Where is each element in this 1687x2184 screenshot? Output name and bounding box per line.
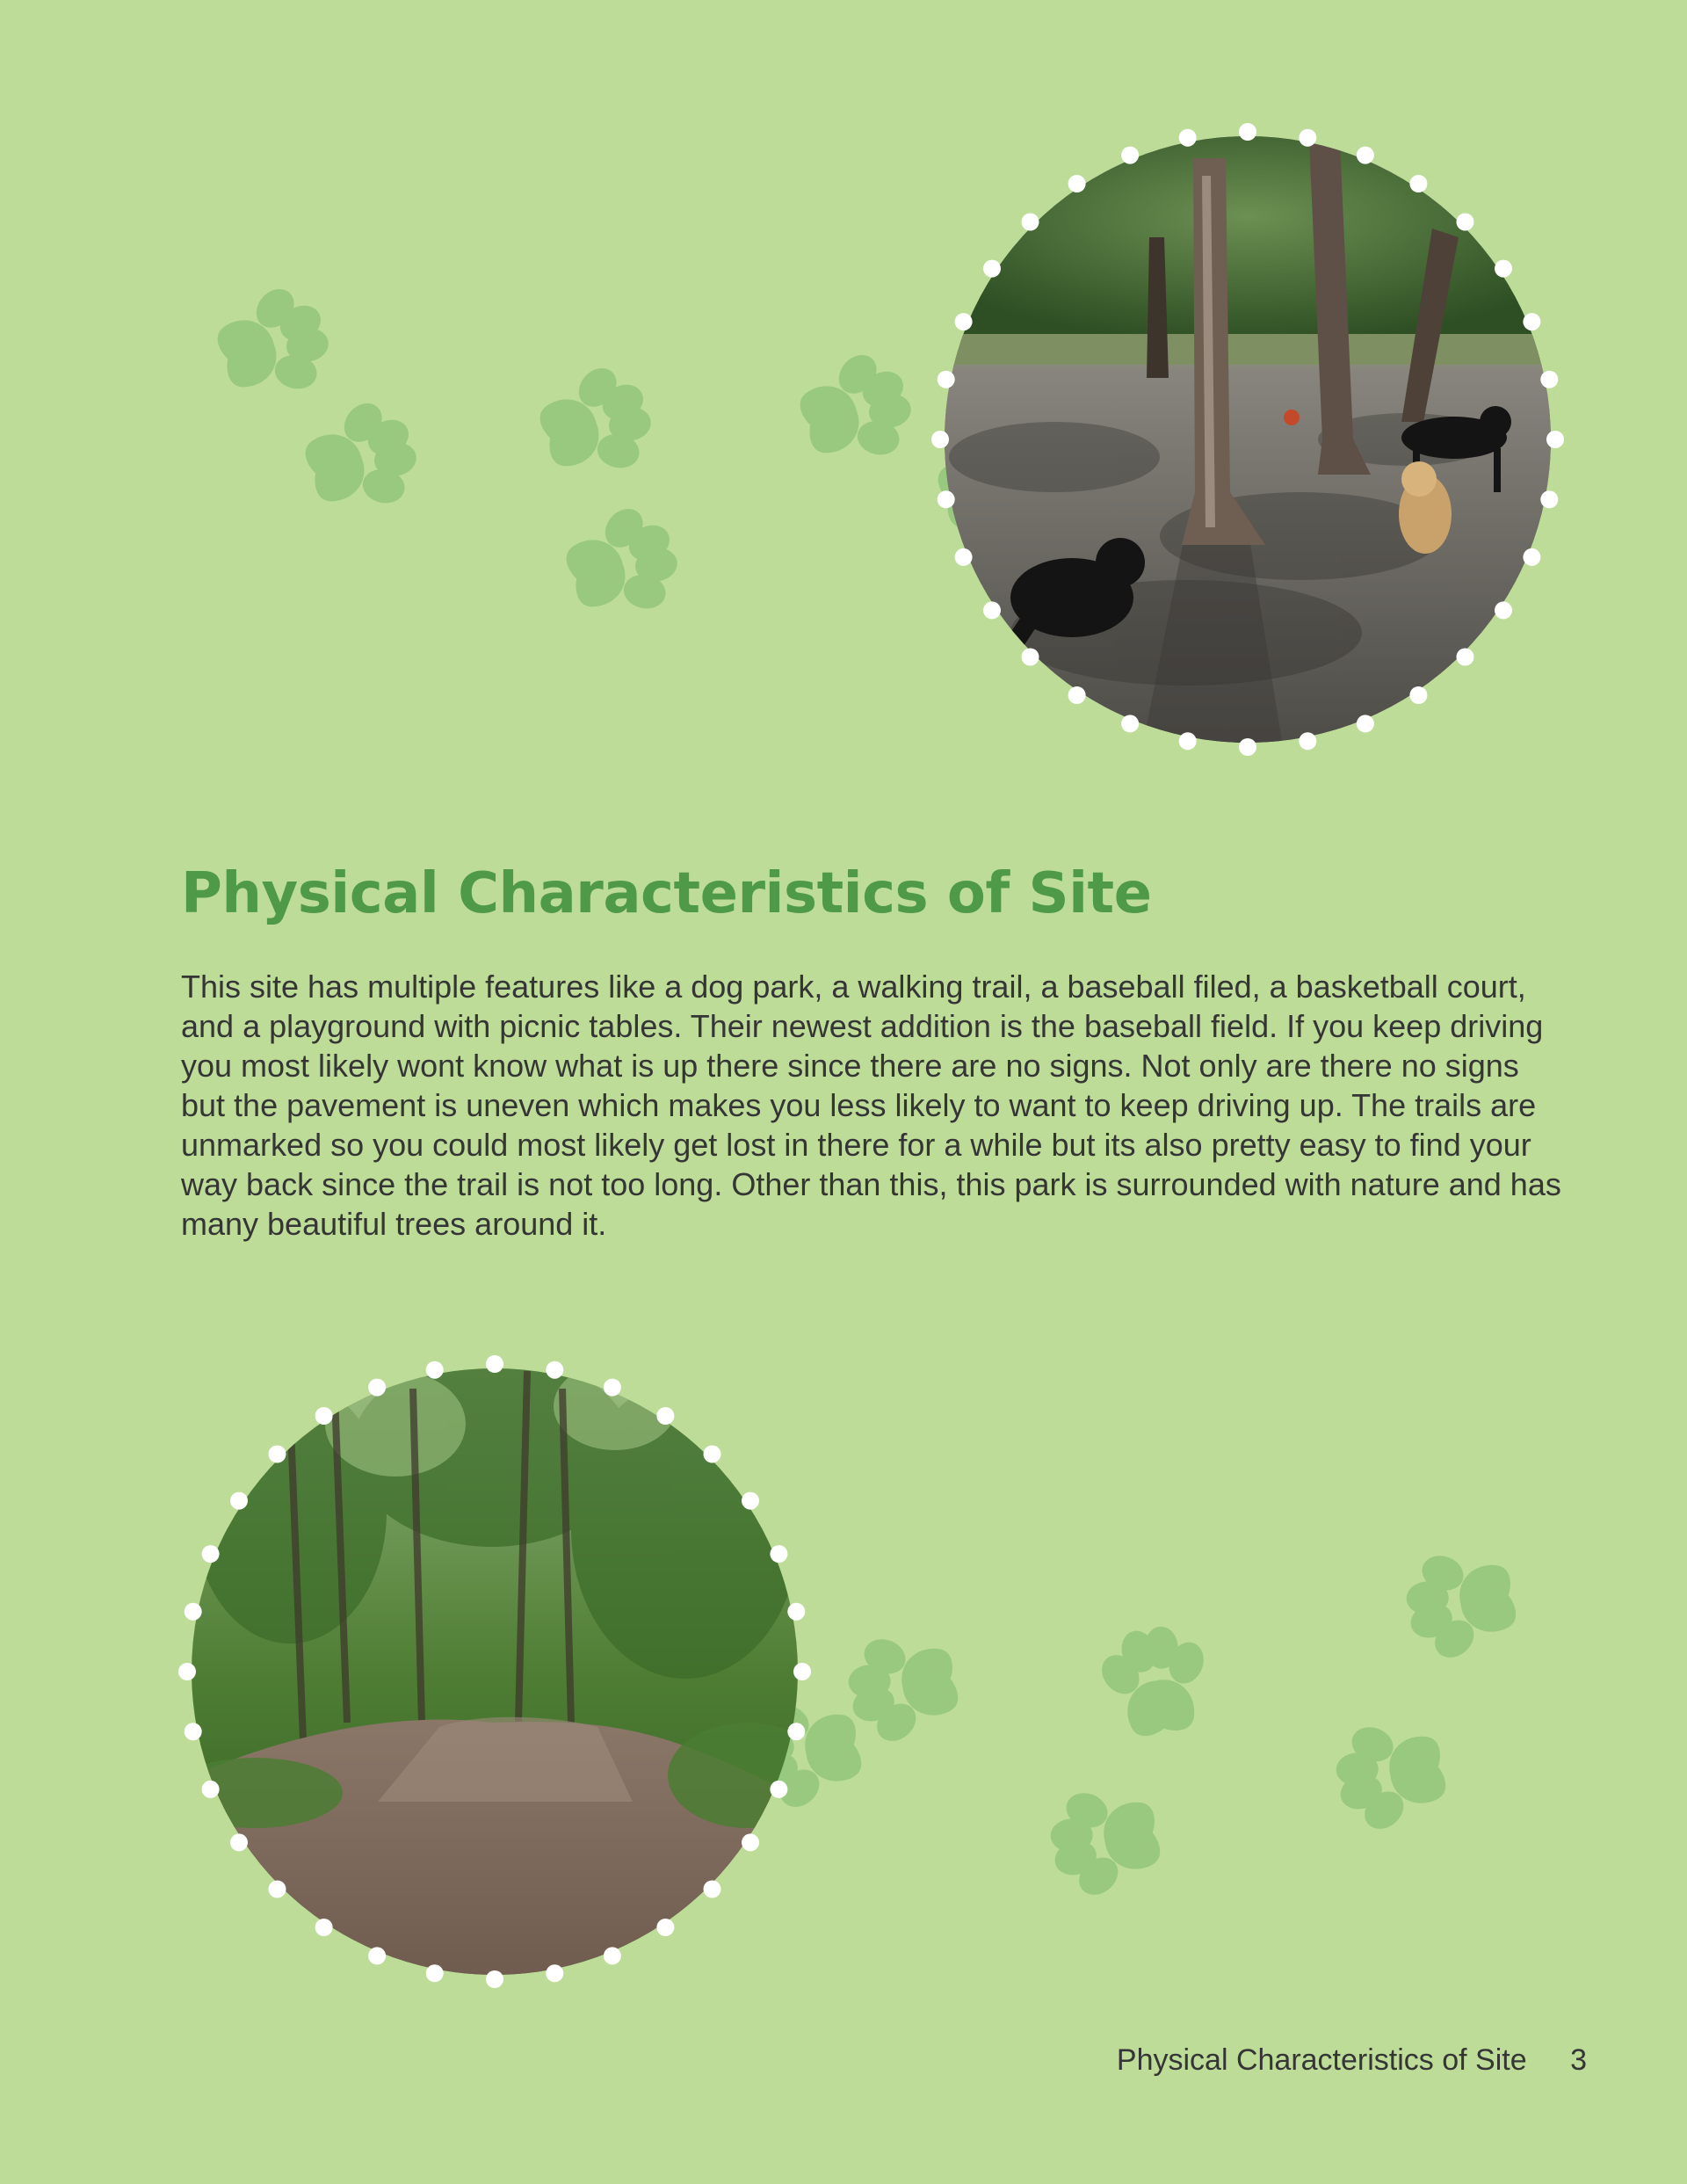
border-dot <box>269 1881 286 1898</box>
border-dot <box>185 1603 202 1621</box>
border-dot <box>1409 686 1427 704</box>
border-dot <box>269 1446 286 1463</box>
footer-title: Physical Characteristics of Site <box>1116 2043 1527 2077</box>
border-dot <box>1299 732 1316 750</box>
border-dot <box>486 1970 503 1988</box>
border-dot <box>230 1492 248 1510</box>
border-dot <box>704 1446 721 1463</box>
page-title: Physical Characteristics of Site <box>181 861 1152 926</box>
border-dot <box>1495 260 1512 278</box>
border-dot <box>604 1379 621 1397</box>
border-dot <box>202 1545 220 1563</box>
border-dot <box>1523 548 1540 566</box>
border-dot <box>426 1361 444 1379</box>
border-dot <box>230 1833 248 1851</box>
border-dot <box>983 260 1001 278</box>
paw-print-icon <box>742 1537 1523 1908</box>
border-dot <box>983 601 1001 619</box>
border-dot <box>546 1964 563 1982</box>
border-dot <box>938 371 955 388</box>
border-dot <box>1121 715 1139 732</box>
border-dot <box>1022 214 1039 231</box>
border-dot <box>178 1663 196 1680</box>
border-dot <box>1022 649 1039 666</box>
border-dot <box>770 1545 787 1563</box>
border-dot <box>1540 490 1558 508</box>
border-dot <box>1239 738 1256 756</box>
border-dot <box>1523 313 1540 330</box>
border-dot <box>1068 175 1086 192</box>
border-dot <box>704 1881 721 1898</box>
border-dot <box>1299 129 1316 147</box>
page-footer <box>1117 2043 1587 2078</box>
border-dot <box>604 1947 621 1964</box>
border-dot <box>1068 686 1086 704</box>
border-dot <box>1357 715 1374 732</box>
border-dot <box>1179 732 1197 750</box>
border-dot <box>1457 214 1474 231</box>
border-dot <box>656 1407 674 1425</box>
border-dot <box>1540 371 1558 388</box>
border-dot <box>315 1407 333 1425</box>
border-dot <box>787 1723 805 1740</box>
border-dot <box>546 1361 563 1379</box>
border-dot <box>1121 147 1139 164</box>
border-dot <box>185 1723 202 1740</box>
trail-photo <box>167 1353 826 1986</box>
border-dot <box>368 1947 386 1964</box>
border-dot <box>787 1603 805 1621</box>
border-dot <box>1457 649 1474 666</box>
border-dot <box>770 1781 787 1798</box>
border-dot <box>931 431 949 448</box>
border-dot <box>1409 175 1427 192</box>
border-dot <box>656 1919 674 1936</box>
border-dot <box>955 548 973 566</box>
border-dot <box>793 1663 811 1680</box>
border-dot <box>315 1919 333 1936</box>
border-dot <box>486 1355 503 1373</box>
border-dot <box>1546 431 1564 448</box>
border-dot <box>955 313 973 330</box>
body-text: This site has multiple features like a dog park, a walking trail, a baseball filed, a basketball court, and a playground with picnic tables. Their newest addition is the baseball field. If you keep driving you most likely wont know what is up there since there are no signs. Not only are there no signs but the pavement is uneven which makes you less likely to want to keep driving up. The trails are unmarked so you could most likely get lost in there for a while but its also pretty easy to find your way back since the trail is not too long. Other than this, this park is surrounded with nature and has many beautiful trees around it. <box>181 969 1561 1242</box>
border-dot <box>1179 129 1197 147</box>
border-dot <box>368 1379 386 1397</box>
border-dot <box>202 1781 220 1798</box>
border-dot <box>938 490 955 508</box>
border-dot <box>742 1492 759 1510</box>
border-dot <box>1239 123 1256 141</box>
page-number: 3 <box>1570 2043 1587 2077</box>
border-dot <box>742 1833 759 1851</box>
border-dot <box>426 1964 444 1982</box>
border-dot <box>1357 147 1374 164</box>
border-dot <box>1495 601 1512 619</box>
paw-print-icon <box>206 272 1065 635</box>
